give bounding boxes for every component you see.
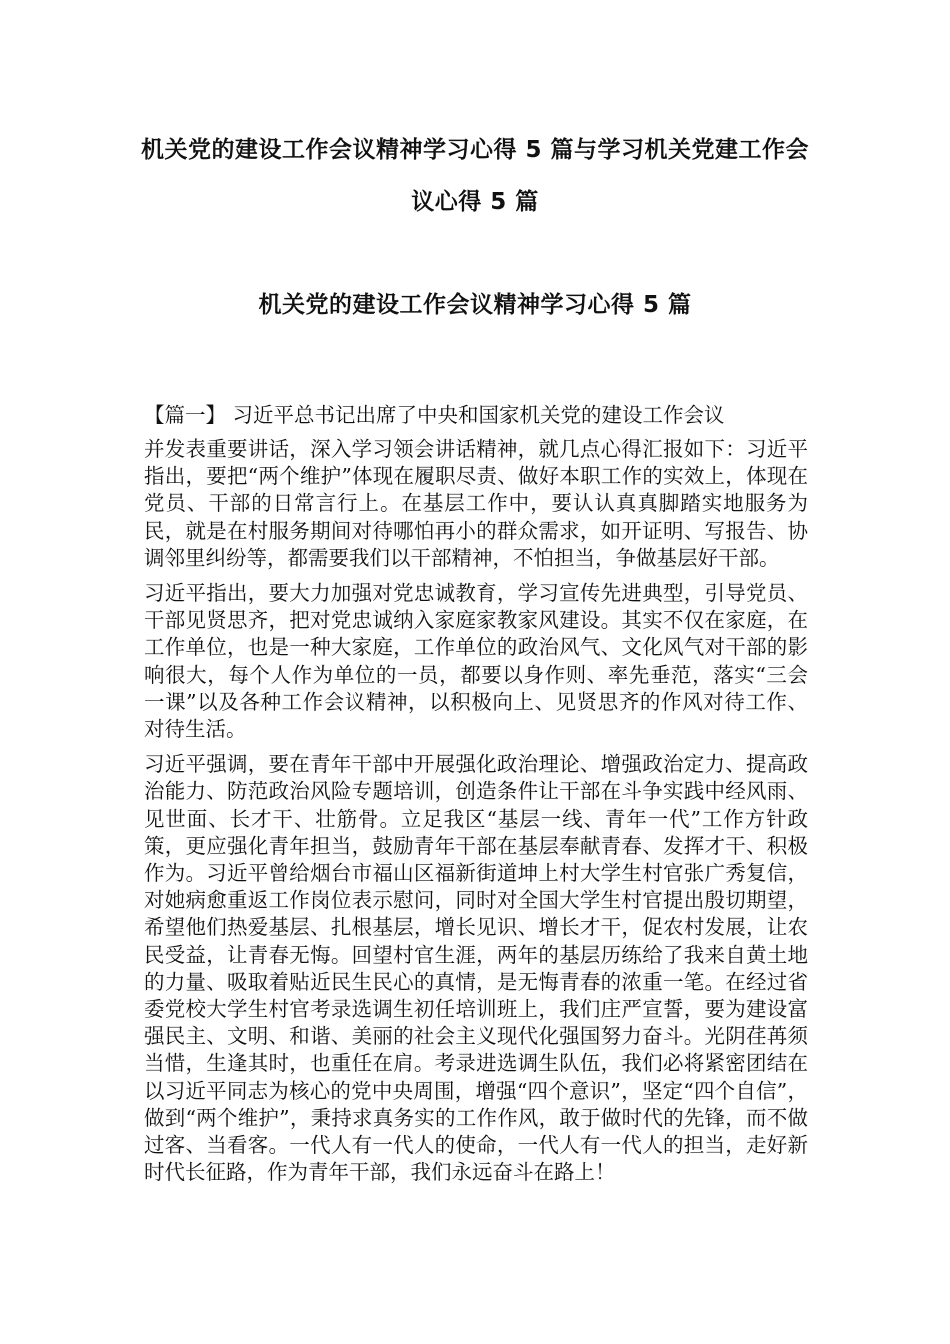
- paragraph-1-lead: 【篇一】 习近平总书记出席了中央和国家机关党的建设工作会议: [144, 403, 725, 427]
- paragraph-3: 习近平强调，要在青年干部中开展强化政治理论、增强政治定力、提高政治能力、防范政治风险专题培训，创造条件让干部在斗争实践中经风雨、见世面、长才干、壮筋骨。立足我区“基层一线、青年一代”工作方针政策，更应强化青年担当，鼓励青年干部在基层奉献青春、发挥才干、积极作为。习近平曾给烟台市福山区福新街道坤上村大学生村官张广秀复信，对她病愈重返工作岗位表示慰问，同时对全国大学生村官提出殷切期望，希望他们热爱基层、扎根基层，增长见识、增长才干，促农村发展，让农民受益，让青春无悔。回望村官生涯，两年的基层历练给了我来自黄土地的力量、吸取着贴近民生民心的真情，是无悔青春的浓重一笔。在经过省委党校大学生村官考录选调生初任培训班上，我们庄严宣誓，要为建设富强民主、文明、和谐、美丽的社会主义现代化强国努力奋斗。光阴荏苒须当惜，生逢其时，也重任在肩。考录进选调生队伍，我们必将紧密团结在以习近平同志为核心的党中央周围，增强“四个意识”，坚定“四个自信”，做到“两个维护”，秉持求真务实的工作作风，敢于做时代的先锋，而不做过客、当看客。一代人有一代人的使命，一代人有一代人的担当，走好新时代长征路，作为青年干部，我们永远奋斗在路上！: [144, 752, 808, 1185]
- paragraph-1-text: 并发表重要讲话，深入学习领会讲话精神，就几点心得汇报如下：习近平指出，要把“两个维护”体现在履职尽责、做好本职工作的实效上，体现在党员、干部的日常言行上。在基层工作中，要认认真真脚踏实地服务为民，就是在村服务期间对待哪怕再小的群众需求，如开证明、写报告、协调邻里纠纷等，都需要我们以干部精神，不怕担当，争做基层好干部。: [144, 437, 808, 570]
- document-body: [144, 398, 808, 1194]
- paragraph-1: [144, 398, 808, 572]
- document-title-line-2: 议心得 5 篇: [411, 189, 539, 215]
- document-title-line-1: 机关党的建设工作会议精神学习心得 5 篇与学习机关党建工作会: [140, 137, 810, 163]
- paragraph-2: 习近平指出，要大力加强对党忠诚教育，学习宣传先进典型，引导党员、干部见贤思齐，把对党忠诚纳入家庭家教家风建设。其实不仅在家庭，在工作单位，也是一种大家庭，工作单位的政治风气、文化风气对干部的影响很大，每个人作为单位的一员，都要以身作则、率先垂范，落实“三会一课”以及各种工作会议精神，以积极向上、见贤思齐的作风对待工作、对待生活。: [144, 581, 808, 742]
- section-heading: 机关党的建设工作会议精神学习心得 5 篇: [258, 292, 692, 318]
